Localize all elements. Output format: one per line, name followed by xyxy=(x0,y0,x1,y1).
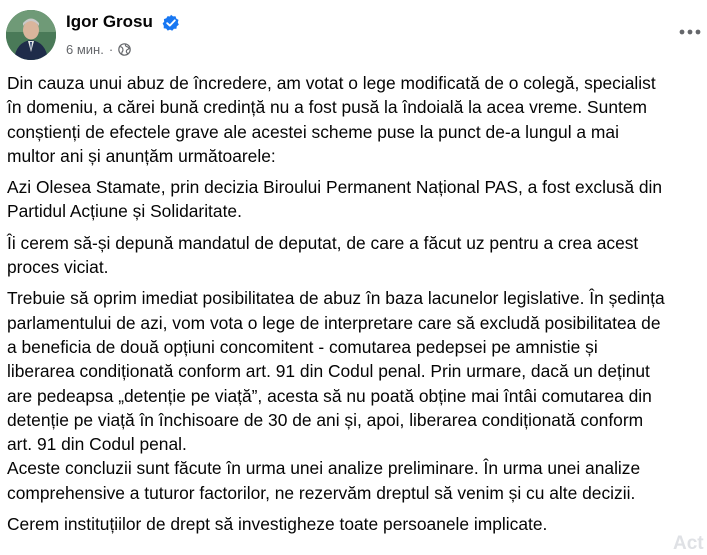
post-header xyxy=(0,0,707,62)
post-text-line: Din cauza unui abuz de încredere, am votat o lege modificată de o colegă, specialist xyxy=(7,73,656,93)
post-paragraph xyxy=(7,456,707,505)
post-paragraph xyxy=(7,71,707,168)
post-text-line: parlamentului de azi, vom vota o lege de interpretare care să excludă posibilitatea de xyxy=(7,312,661,333)
post-text-line: art. 91 din Codul penal. xyxy=(7,434,187,455)
post-text-line: Partidul Acțiune și Solidaritate. xyxy=(7,201,242,222)
post-text-line: Cerem instituțiilor de drept să investigheze toate persoanele implicate. xyxy=(7,514,548,535)
post-text-line: liberarea condiționată conform art. 91 din Codul penal. Prin urmare, dacă un deținut xyxy=(7,361,650,382)
post-meta xyxy=(66,40,131,58)
post-paragraph xyxy=(7,512,707,536)
post-timestamp[interactable]: 6 мин. xyxy=(66,41,104,57)
verified-badge-icon xyxy=(162,14,180,32)
author-name[interactable]: Igor Grosu xyxy=(66,12,153,31)
post-text-line: multor ani și anunțăm următoarele: xyxy=(7,145,276,166)
meta-separator: · xyxy=(108,41,114,57)
post-text-line: Aceste concluzii sunt făcute în urma unei analize preliminare. În urma unei analize xyxy=(7,458,641,479)
post-text-line: comprehensive a tuturor factorilor, ne rezervăm dreptul să venim și cu alte decizii. xyxy=(7,482,636,503)
post-text-line: Azi Olesea Stamate, prin decizia Biroului Permanent Național PAS, a fost exclusă din xyxy=(7,177,663,198)
post-text-line: conștienți de efectele grave ale acestei scheme puse la punct de-a lungul a mai xyxy=(7,121,619,142)
faded-overlay-label: Act xyxy=(673,533,704,554)
post-paragraph xyxy=(7,286,707,456)
globe-icon[interactable] xyxy=(118,43,131,56)
post-paragraph xyxy=(7,231,707,280)
post-body xyxy=(7,71,707,543)
post-text-line: Îi cerem să-și depună mandatul de deputat, de care a făcut uz pentru a crea acest xyxy=(7,232,639,253)
post-text-line: a beneficia de două opțiuni concomitent - comutarea pedepsei pe amnistie și xyxy=(7,336,598,357)
more-options-button[interactable] xyxy=(676,20,704,44)
post-paragraph xyxy=(7,175,707,224)
post-text-line: proces viciat. xyxy=(7,257,109,278)
post-text-line: detenție pe viață în închisoare de 30 de ani și, apoi, liberarea condiționată conform xyxy=(7,409,644,430)
avatar[interactable] xyxy=(6,10,56,60)
avatar-photo xyxy=(6,10,56,60)
post-text-line: Trebuie să oprim imediat posibilitatea de abuz în baza lacunelor legislative. În ședința xyxy=(7,288,665,309)
post-text-line: în domeniu, a cărei bună credință nu a fost pusă la îndoială la acea vreme. Suntem xyxy=(7,97,647,118)
more-horizontal-icon xyxy=(679,29,701,35)
post-text-line: are pedeapsa „detenție pe viață”, acesta să nu poată obține mai întâi comutarea din xyxy=(7,385,652,406)
